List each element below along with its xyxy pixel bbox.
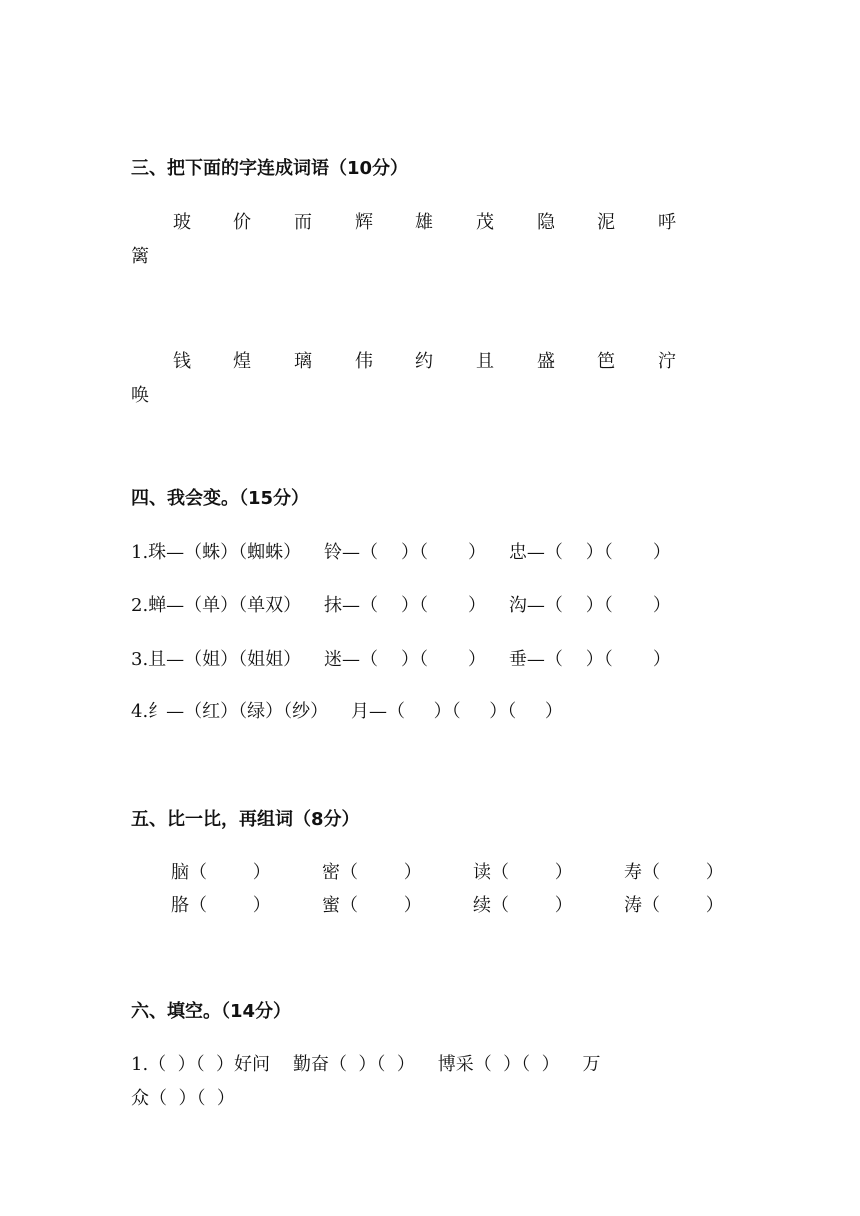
char: 钱	[173, 351, 191, 372]
char: 约	[415, 351, 433, 372]
section-4-heading: 四、我会变。（15分）	[131, 488, 310, 509]
char: 泥	[597, 212, 615, 233]
section-4-line-3: 3.且—（姐）（姐姐） 迷—（ ）（ ） 垂—（ ）（ ）	[131, 649, 671, 670]
char-wrap: 篱	[131, 246, 149, 267]
char: 雄	[415, 212, 433, 233]
char: 辉	[355, 212, 373, 233]
compare-item: 寿（ ）	[624, 862, 724, 883]
char: 玻	[173, 212, 191, 233]
section-6-heading: 六、填空。（14分）	[131, 1001, 292, 1022]
char: 盛	[537, 351, 555, 372]
section-3-heading: 三、把下面的字连成词语（10分）	[131, 158, 409, 179]
section-4-line-1: 1.珠—（蛛）（蜘蛛） 铃—（ ）（ ） 忠—（ ）（ ）	[131, 542, 671, 563]
char: 而	[294, 212, 312, 233]
compare-item: 密（ ）	[322, 862, 422, 883]
section-3-char-row-1	[131, 208, 731, 268]
char: 泞	[658, 351, 676, 372]
char: 呼	[658, 212, 676, 233]
char: 伟	[355, 351, 373, 372]
section-4-line-4: 4.纟—（红）（绿）（纱） 月—（ ）（ ）（ ）	[131, 701, 563, 722]
section-3-char-row-2	[131, 347, 731, 407]
section-5-heading: 五、比一比，再组词（8分）	[131, 809, 360, 830]
char: 笆	[597, 351, 615, 372]
char: 隐	[537, 212, 555, 233]
compare-item: 涛（ ）	[624, 895, 724, 916]
char: 璃	[294, 351, 312, 372]
compare-item: 读（ ）	[473, 862, 573, 883]
section-6-line-2: 众（ ）（ ）	[131, 1088, 235, 1109]
char: 煌	[233, 351, 251, 372]
compare-item: 续（ ）	[473, 895, 573, 916]
char: 价	[233, 212, 251, 233]
compare-item: 蜜（ ）	[322, 895, 422, 916]
compare-item: 脑（ ）	[171, 862, 271, 883]
compare-item: 胳（ ）	[171, 895, 271, 916]
char-wrap: 唤	[131, 385, 149, 406]
section-6-line-1: 1.（ ）（ ）好问 勤奋（ ）（ ） 博采（ ）（ ） 万	[131, 1054, 601, 1075]
char: 且	[476, 351, 494, 372]
char: 茂	[476, 212, 494, 233]
section-4-line-2: 2.蝉—（单）（单双） 抹—（ ）（ ） 沟—（ ）（ ）	[131, 595, 671, 616]
